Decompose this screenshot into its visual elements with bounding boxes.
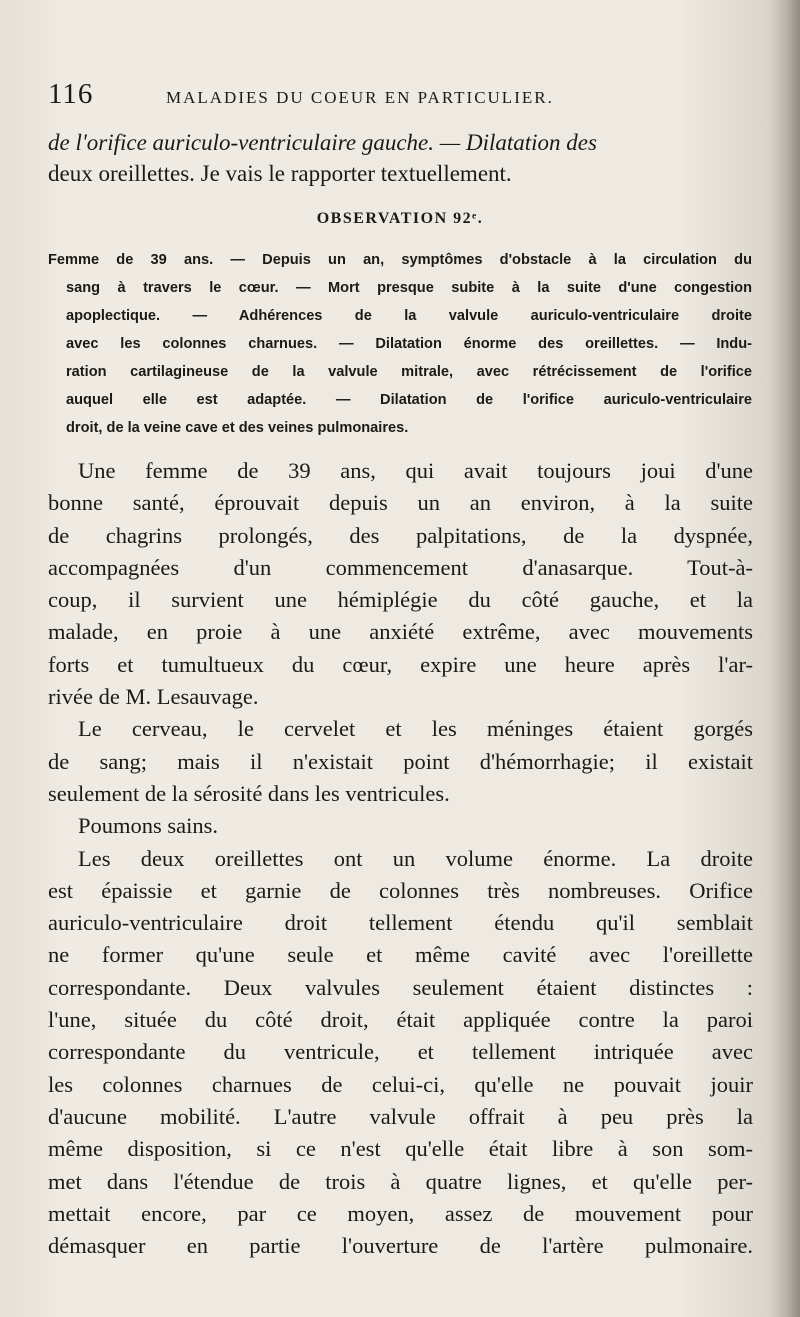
body-line: mettait encore, par ce moyen, assez de mouvement pour <box>48 1200 753 1226</box>
page-number: 116 <box>48 78 94 110</box>
body-line: les colonnes charnues de celui-ci, qu'elle ne pouvait jouir <box>48 1071 753 1097</box>
body-line: correspondante. Deux valvules seulement étaient distinctes : <box>48 974 753 1000</box>
body-line: Le cerveau, le cervelet et les méninges étaient gorgés <box>78 716 753 742</box>
summary-line: auquel elle est adaptée. — Dilatation de l'orifice auriculo-ventriculaire <box>66 392 752 408</box>
body-line: de chagrins prolongés, des palpitations, de la dyspnée, <box>48 522 753 548</box>
summary-line: avec les colonnes charnues. — Dilatation énorme des oreillettes. — Indu- <box>66 336 752 352</box>
body-line: coup, il survient une hémiplégie du côté gauche, et la <box>48 587 753 613</box>
body-line: de sang; mais il n'existait point d'hémorrhagie; il existait <box>48 748 753 774</box>
body-line: bonne santé, éprouvait depuis un an environ, à la suite <box>48 490 753 516</box>
running-head-title: MALADIES DU COEUR EN PARTICULIER. <box>166 88 554 107</box>
summary-line: ration cartilagineuse de la valvule mitrale, avec rétrécissement de l'orifice <box>66 364 752 380</box>
body-line: même disposition, si ce n'est qu'elle était libre à son som- <box>48 1136 753 1162</box>
body-line: seulement de la sérosité dans les ventricules. <box>48 780 450 806</box>
summary-line: Femme de 39 ans. — Depuis un an, symptômes d'obstacle à la circulation du <box>48 252 752 268</box>
body-line: Les deux oreillettes ont un volume énorme. La droite <box>78 845 753 871</box>
body-line: malade, en proie à une anxiété extrême, avec mouvements <box>48 619 753 645</box>
body-line: Poumons sains. <box>78 813 219 839</box>
body-line: auriculo-ventriculaire droit tellement étendu qu'il semblait <box>48 910 753 936</box>
body-line: ne former qu'une seule et même cavité avec l'oreillette <box>48 942 753 968</box>
body-line: rivée de M. Lesauvage. <box>48 684 259 710</box>
summary-line: apoplectique. — Adhérences de la valvule auriculo-ventriculaire droite <box>66 308 752 324</box>
summary-line: droit, de la veine cave et des veines pulmonaires. <box>66 420 409 436</box>
body-line: correspondante du ventricule, et tellement intriquée avec <box>48 1039 753 1065</box>
running-head <box>48 78 748 112</box>
observation-heading: OBSERVATION 92ᵉ. <box>316 210 484 227</box>
body-line: d'aucune mobilité. L'autre valvule offrait à peu près la <box>48 1103 753 1129</box>
lead-paragraph <box>48 127 753 189</box>
body-line: l'une, située du côté droit, était appliquée contre la paroi <box>48 1007 753 1033</box>
body-line: accompagnées d'un commencement d'anasarque. Tout-à- <box>48 554 753 580</box>
body-line: met dans l'étendue de trois à quatre lignes, et qu'elle per- <box>48 1168 753 1194</box>
observation-body <box>48 455 753 1262</box>
body-line: démasquer en partie l'ouverture de l'artère pulmonaire. <box>48 1233 753 1259</box>
summary-line: sang à travers le cœur. — Mort presque subite à la suite d'une congestion <box>66 280 752 296</box>
lead-line: de l'orifice auriculo-ventriculaire gauche. — Dilatation des <box>48 130 597 155</box>
body-line: Une femme de 39 ans, qui avait toujours joui d'une <box>78 458 753 483</box>
observation-summary <box>48 246 752 442</box>
page-gutter-shadow <box>768 0 800 1317</box>
lead-line: deux oreillettes. Je vais le rapporter textuellement. <box>48 161 512 186</box>
body-line: est épaissie et garnie de colonnes très nombreuses. Orifice <box>48 877 753 903</box>
body-line: forts et tumultueux du cœur, expire une heure après l'ar- <box>48 651 753 677</box>
